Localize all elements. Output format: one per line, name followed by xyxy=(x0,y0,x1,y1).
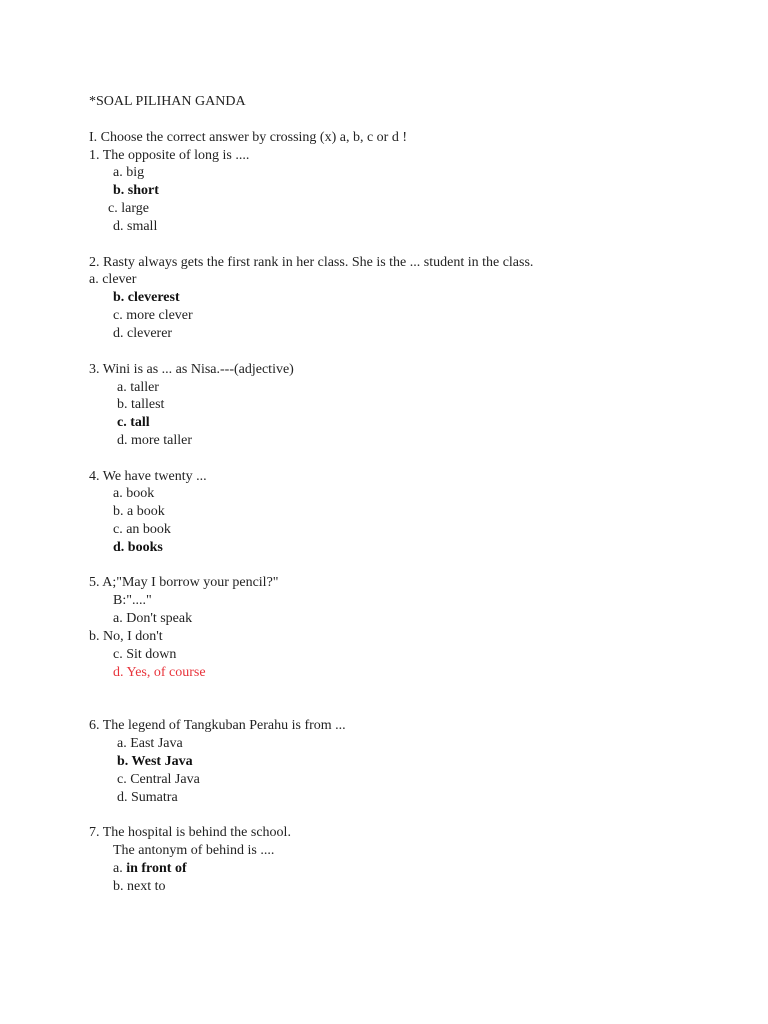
option: a. taller xyxy=(117,380,159,395)
question-6: 6. The legend of Tangkuban Perahu is from ... xyxy=(89,718,346,733)
question-2: 2. Rasty always gets the first rank in her class. She is the ... student in the class. xyxy=(89,255,534,270)
option-correct: b. cleverest xyxy=(113,290,180,305)
option-correct: b. short xyxy=(113,183,159,198)
option: b. a book xyxy=(113,504,165,519)
option-letter: a. xyxy=(113,861,123,876)
option: b. next to xyxy=(113,879,166,894)
option: c. large xyxy=(108,201,149,216)
option: a. big xyxy=(113,165,145,180)
option-correct: c. tall xyxy=(117,415,150,430)
question-5: 5. A;"May I borrow your pencil?" xyxy=(89,575,279,590)
instruction: I. Choose the correct answer by crossing (x) a, b, c or d ! xyxy=(89,130,408,145)
option: d. more taller xyxy=(117,433,193,448)
document-title: *SOAL PILIHAN GANDA xyxy=(89,94,246,109)
option-highlighted: d. Yes, of course xyxy=(113,665,206,680)
question-7-prompt: The antonym of behind is .... xyxy=(113,843,275,858)
option: d. small xyxy=(113,219,158,234)
question-1: 1. The opposite of long is .... xyxy=(89,148,250,163)
option: c. more clever xyxy=(113,308,193,323)
question-4: 4. We have twenty ... xyxy=(89,469,207,484)
question-7: 7. The hospital is behind the school. xyxy=(89,825,291,840)
option: c. Sit down xyxy=(113,647,177,662)
option xyxy=(113,861,187,877)
option: b. No, I don't xyxy=(89,629,163,644)
question-5-response: B:"...." xyxy=(113,593,152,608)
option: a. East Java xyxy=(117,736,183,751)
option: d. Sumatra xyxy=(117,790,178,805)
option: c. Central Java xyxy=(117,772,200,787)
option: d. cleverer xyxy=(113,326,173,341)
option-correct: d. books xyxy=(113,540,163,555)
option-correct: b. West Java xyxy=(117,754,193,769)
question-3: 3. Wini is as ... as Nisa.---(adjective) xyxy=(89,362,294,377)
option: c. an book xyxy=(113,522,171,537)
option: b. tallest xyxy=(117,397,165,412)
option: a. Don't speak xyxy=(113,611,193,626)
option-correct: in front of xyxy=(126,861,187,876)
option: a. clever xyxy=(89,272,137,287)
option: a. book xyxy=(113,486,155,501)
